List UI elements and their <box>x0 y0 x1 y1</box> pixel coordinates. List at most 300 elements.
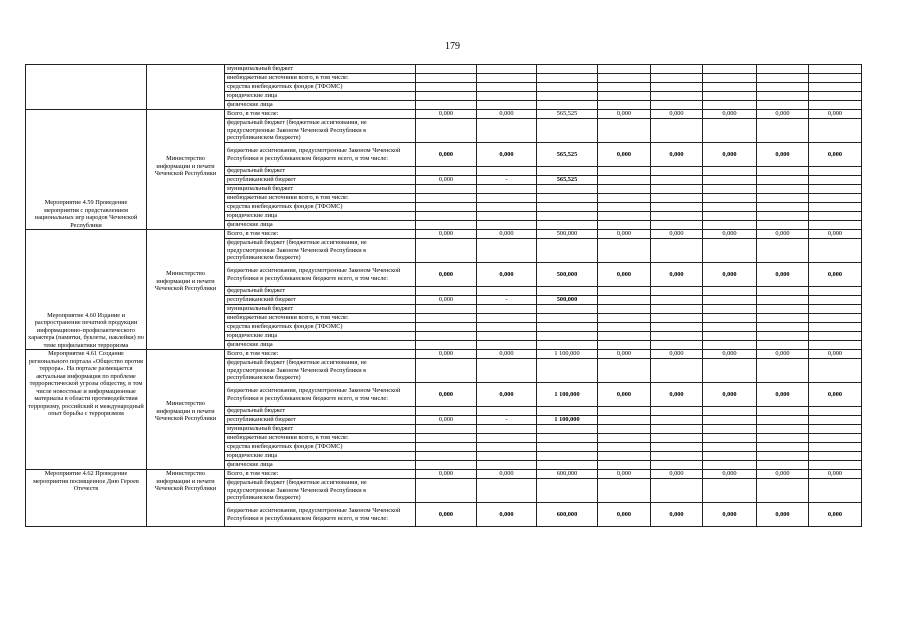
value-cell <box>809 452 862 461</box>
value-cell <box>416 461 477 470</box>
value-cell: 0,000 <box>416 383 477 407</box>
value-cell <box>757 434 809 443</box>
value-cell <box>537 452 598 461</box>
value-cell: 0,000 <box>757 110 809 119</box>
value-cell <box>537 332 598 341</box>
source-label: муниципальный бюджет <box>225 185 416 194</box>
value-cell <box>477 287 537 296</box>
value-cell: 0,000 <box>477 383 537 407</box>
value-cell: 0,000 <box>416 296 477 305</box>
value-cell: 0,000 <box>477 143 537 167</box>
value-cell <box>598 359 651 383</box>
value-cell <box>809 479 862 503</box>
value-cell <box>477 341 537 350</box>
value-cell <box>809 92 862 101</box>
value-cell <box>477 425 537 434</box>
value-cell <box>598 167 651 176</box>
value-cell: 0,000 <box>416 350 477 359</box>
value-cell <box>416 101 477 110</box>
source-label: Всего, в том числе: <box>225 230 416 239</box>
value-cell <box>477 434 537 443</box>
value-cell <box>809 119 862 143</box>
source-label: юридические лица <box>225 212 416 221</box>
source-label: федеральный бюджет (бюджетные ассигнования, не предусмотренные Законом Чеченской Республики в республиканском бюджете) <box>225 239 416 263</box>
value-cell <box>809 305 862 314</box>
value-cell <box>416 65 477 74</box>
value-cell <box>809 434 862 443</box>
measure-name-cell: Мероприятие 4.59 Проведение мероприятия с представлением национальных игр народов Чеченской Республики <box>26 110 147 230</box>
value-cell: 0,000 <box>809 110 862 119</box>
value-cell <box>651 434 703 443</box>
value-cell: 0,000 <box>809 470 862 479</box>
value-cell <box>477 74 537 83</box>
value-cell <box>598 92 651 101</box>
value-cell <box>537 239 598 263</box>
source-label: федеральный бюджет (бюджетные ассигнования, не предусмотренные Законом Чеченской Республики в республиканском бюджете) <box>225 359 416 383</box>
value-cell <box>537 287 598 296</box>
value-cell: 0,000 <box>598 503 651 527</box>
value-cell <box>703 332 757 341</box>
value-cell <box>757 296 809 305</box>
value-cell: 0,000 <box>598 383 651 407</box>
table-row <box>26 110 862 119</box>
value-cell <box>477 65 537 74</box>
value-cell <box>416 479 477 503</box>
value-cell <box>537 425 598 434</box>
value-cell <box>703 323 757 332</box>
value-cell <box>598 341 651 350</box>
value-cell <box>477 452 537 461</box>
value-cell: 1 100,000 <box>537 383 598 407</box>
value-cell <box>416 203 477 212</box>
value-cell <box>757 185 809 194</box>
value-cell: - <box>477 176 537 185</box>
source-label: муниципальный бюджет <box>225 305 416 314</box>
value-cell <box>598 221 651 230</box>
value-cell <box>651 119 703 143</box>
value-cell <box>416 425 477 434</box>
value-cell <box>598 287 651 296</box>
value-cell <box>703 185 757 194</box>
value-cell <box>477 479 537 503</box>
value-cell: - <box>477 416 537 425</box>
value-cell <box>757 479 809 503</box>
value-cell <box>537 119 598 143</box>
source-label: бюджетные ассигнования, предусмотренные Законом Чеченской Республики в республиканском бюджете всего, в том числе: <box>225 383 416 407</box>
source-label: средства внебюджетных фондов (ТФОМС) <box>225 443 416 452</box>
value-cell <box>757 221 809 230</box>
value-cell: 0,000 <box>598 263 651 287</box>
value-cell <box>757 314 809 323</box>
value-cell <box>809 287 862 296</box>
value-cell <box>757 167 809 176</box>
value-cell <box>537 314 598 323</box>
value-cell <box>757 176 809 185</box>
value-cell <box>537 434 598 443</box>
value-cell <box>598 101 651 110</box>
measure-name-cell: Мероприятие 4.60 Издание и распространение печатной продукции информационно-профилактического характера (памятки, буклеты, наклейки) по теме профилактики терроризма <box>26 230 147 350</box>
value-cell <box>757 119 809 143</box>
value-cell <box>651 221 703 230</box>
value-cell <box>703 305 757 314</box>
value-cell: 0,000 <box>416 110 477 119</box>
value-cell <box>651 425 703 434</box>
value-cell <box>703 434 757 443</box>
value-cell <box>416 74 477 83</box>
value-cell <box>416 221 477 230</box>
value-cell <box>703 341 757 350</box>
value-cell <box>598 314 651 323</box>
value-cell: 0,000 <box>703 263 757 287</box>
measure-name-cell: Мероприятие 4.62 Проведение мероприятия посвященное Дню Героев Отечеств <box>26 470 147 527</box>
value-cell <box>416 194 477 203</box>
value-cell <box>651 65 703 74</box>
value-cell <box>703 239 757 263</box>
value-cell <box>416 314 477 323</box>
value-cell: 0,000 <box>416 143 477 167</box>
value-cell <box>651 359 703 383</box>
value-cell: 0,000 <box>651 503 703 527</box>
value-cell <box>477 194 537 203</box>
value-cell: 0,000 <box>651 143 703 167</box>
value-cell <box>703 167 757 176</box>
value-cell <box>651 203 703 212</box>
value-cell: 500,000 <box>537 263 598 287</box>
value-cell <box>703 83 757 92</box>
value-cell <box>809 176 862 185</box>
value-cell: 0,000 <box>416 470 477 479</box>
value-cell <box>651 185 703 194</box>
value-cell <box>809 212 862 221</box>
value-cell <box>757 452 809 461</box>
value-cell <box>598 305 651 314</box>
value-cell: 0,000 <box>416 230 477 239</box>
value-cell <box>477 239 537 263</box>
value-cell <box>651 332 703 341</box>
value-cell: 0,000 <box>477 110 537 119</box>
budget-table <box>25 64 862 527</box>
value-cell: 1 100,000 <box>537 416 598 425</box>
value-cell <box>703 296 757 305</box>
value-cell <box>809 74 862 83</box>
value-cell <box>416 359 477 383</box>
value-cell: 0,000 <box>757 230 809 239</box>
table-row <box>26 230 862 239</box>
source-label: федеральный бюджет <box>225 167 416 176</box>
value-cell <box>416 119 477 143</box>
value-cell <box>477 119 537 143</box>
value-cell <box>757 74 809 83</box>
value-cell <box>537 167 598 176</box>
value-cell <box>537 323 598 332</box>
value-cell <box>651 176 703 185</box>
value-cell <box>477 167 537 176</box>
value-cell <box>598 176 651 185</box>
value-cell <box>598 479 651 503</box>
source-label: муниципальный бюджет <box>225 425 416 434</box>
value-cell <box>477 92 537 101</box>
value-cell <box>651 314 703 323</box>
value-cell <box>651 452 703 461</box>
value-cell <box>477 185 537 194</box>
value-cell: 0,000 <box>598 470 651 479</box>
value-cell <box>598 185 651 194</box>
value-cell: 0,000 <box>651 110 703 119</box>
value-cell: 0,000 <box>703 110 757 119</box>
source-label: федеральный бюджет (бюджетные ассигнования, не предусмотренные Законом Чеченской Республики в республиканском бюджете) <box>225 119 416 143</box>
value-cell <box>757 92 809 101</box>
value-cell <box>809 185 862 194</box>
value-cell: 0,000 <box>703 350 757 359</box>
value-cell <box>809 239 862 263</box>
value-cell <box>651 341 703 350</box>
value-cell: - <box>477 296 537 305</box>
source-label: бюджетные ассигнования, предусмотренные Законом Чеченской Республики в республиканском бюджете всего, в том числе: <box>225 143 416 167</box>
value-cell <box>598 434 651 443</box>
source-label: физические лица <box>225 341 416 350</box>
source-label: республиканский бюджет <box>225 296 416 305</box>
value-cell <box>537 83 598 92</box>
value-cell <box>757 332 809 341</box>
value-cell <box>416 305 477 314</box>
value-cell <box>537 212 598 221</box>
value-cell <box>598 296 651 305</box>
measure-name-cell: Мероприятие 4.61 Создание регионального портала «Общество против террора». На портале размещается актуальная информация по проблеме террористической угрозы обществу, в том числе новостные и информационные материалы в области противодействия терроризму, российский и международный опыт борьбы с терроризмом <box>26 350 147 470</box>
value-cell: 0,000 <box>651 230 703 239</box>
value-cell <box>809 323 862 332</box>
value-cell <box>703 119 757 143</box>
executor-cell: Министерство информации и печати Чеченской Республики <box>147 230 225 350</box>
source-label: Всего, в том числе: <box>225 110 416 119</box>
value-cell <box>809 332 862 341</box>
value-cell <box>651 461 703 470</box>
value-cell <box>598 194 651 203</box>
value-cell <box>809 221 862 230</box>
value-cell: 0,000 <box>416 176 477 185</box>
value-cell <box>809 83 862 92</box>
value-cell: 0,000 <box>757 503 809 527</box>
executor-cell: Министерство информации и печати Чеченской Республики <box>147 470 225 527</box>
value-cell <box>757 359 809 383</box>
value-cell <box>757 341 809 350</box>
value-cell <box>703 101 757 110</box>
value-cell <box>598 425 651 434</box>
value-cell <box>598 332 651 341</box>
value-cell <box>703 221 757 230</box>
value-cell <box>651 479 703 503</box>
value-cell: 0,000 <box>598 350 651 359</box>
value-cell <box>651 305 703 314</box>
value-cell <box>809 65 862 74</box>
value-cell: 565,525 <box>537 176 598 185</box>
value-cell <box>598 452 651 461</box>
value-cell <box>651 194 703 203</box>
value-cell <box>809 101 862 110</box>
value-cell: 0,000 <box>703 143 757 167</box>
value-cell <box>703 461 757 470</box>
value-cell <box>757 101 809 110</box>
value-cell <box>598 461 651 470</box>
value-cell: 500,000 <box>537 230 598 239</box>
value-cell <box>537 341 598 350</box>
value-cell <box>537 194 598 203</box>
source-label: Всего, в том числе: <box>225 470 416 479</box>
value-cell <box>703 479 757 503</box>
value-cell: 0,000 <box>809 263 862 287</box>
source-label: федеральный бюджет <box>225 407 416 416</box>
value-cell <box>809 443 862 452</box>
value-cell <box>598 83 651 92</box>
value-cell <box>537 359 598 383</box>
value-cell <box>703 74 757 83</box>
value-cell <box>809 194 862 203</box>
value-cell: 0,000 <box>757 383 809 407</box>
value-cell: 0,000 <box>651 383 703 407</box>
value-cell <box>757 305 809 314</box>
value-cell <box>703 416 757 425</box>
page-number: 179 <box>445 41 460 52</box>
value-cell <box>477 314 537 323</box>
value-cell <box>416 443 477 452</box>
budget-body <box>26 65 862 527</box>
value-cell <box>416 92 477 101</box>
value-cell <box>598 416 651 425</box>
value-cell <box>809 425 862 434</box>
value-cell <box>757 425 809 434</box>
value-cell <box>757 416 809 425</box>
value-cell <box>809 314 862 323</box>
value-cell <box>416 185 477 194</box>
value-cell: 0,000 <box>703 383 757 407</box>
value-cell <box>537 74 598 83</box>
value-cell: 0,000 <box>703 503 757 527</box>
value-cell <box>757 323 809 332</box>
value-cell: 0,000 <box>651 263 703 287</box>
value-cell <box>757 65 809 74</box>
value-cell <box>537 203 598 212</box>
value-cell <box>537 305 598 314</box>
value-cell: 600,000 <box>537 470 598 479</box>
value-cell <box>651 323 703 332</box>
source-label: внебюджетные источники всего, в том числе: <box>225 194 416 203</box>
value-cell <box>416 452 477 461</box>
value-cell <box>537 479 598 503</box>
value-cell <box>598 443 651 452</box>
value-cell <box>757 287 809 296</box>
value-cell <box>416 332 477 341</box>
value-cell: 0,000 <box>598 230 651 239</box>
value-cell <box>651 212 703 221</box>
value-cell: 0,000 <box>477 230 537 239</box>
value-cell: 0,000 <box>809 383 862 407</box>
value-cell <box>598 74 651 83</box>
value-cell <box>809 416 862 425</box>
value-cell: 0,000 <box>809 230 862 239</box>
value-cell: 0,000 <box>416 263 477 287</box>
value-cell <box>477 203 537 212</box>
value-cell <box>416 341 477 350</box>
value-cell <box>757 239 809 263</box>
source-label: внебюджетные источники всего, в том числе: <box>225 314 416 323</box>
source-label: бюджетные ассигнования, предусмотренные Законом Чеченской Республики в республиканском бюджете всего, в том числе: <box>225 503 416 527</box>
value-cell <box>598 212 651 221</box>
source-label: юридические лица <box>225 452 416 461</box>
value-cell <box>651 101 703 110</box>
value-cell: 0,000 <box>651 350 703 359</box>
value-cell <box>416 239 477 263</box>
value-cell: 0,000 <box>416 416 477 425</box>
value-cell <box>703 194 757 203</box>
source-label: республиканский бюджет <box>225 416 416 425</box>
value-cell <box>809 341 862 350</box>
value-cell: 1 100,000 <box>537 350 598 359</box>
value-cell: 0,000 <box>757 143 809 167</box>
source-label: внебюджетные источники всего, в том числе: <box>225 74 416 83</box>
value-cell: 0,000 <box>651 470 703 479</box>
source-label: внебюджетные источники всего, в том числе: <box>225 434 416 443</box>
value-cell <box>757 443 809 452</box>
value-cell <box>703 212 757 221</box>
value-cell <box>703 92 757 101</box>
source-label: республиканский бюджет <box>225 176 416 185</box>
value-cell: 565,525 <box>537 143 598 167</box>
value-cell: 0,000 <box>477 503 537 527</box>
value-cell: 0,000 <box>809 143 862 167</box>
value-cell <box>537 443 598 452</box>
value-cell <box>651 296 703 305</box>
value-cell <box>809 167 862 176</box>
value-cell <box>598 203 651 212</box>
value-cell <box>416 83 477 92</box>
value-cell <box>537 101 598 110</box>
value-cell <box>703 425 757 434</box>
table-row <box>26 470 862 479</box>
value-cell <box>537 461 598 470</box>
value-cell <box>651 239 703 263</box>
value-cell <box>537 407 598 416</box>
value-cell <box>651 167 703 176</box>
value-cell <box>757 83 809 92</box>
value-cell <box>598 323 651 332</box>
value-cell <box>416 407 477 416</box>
measure-cell-continued <box>26 65 147 110</box>
value-cell <box>598 119 651 143</box>
value-cell <box>477 212 537 221</box>
value-cell <box>477 101 537 110</box>
value-cell <box>757 203 809 212</box>
value-cell: 0,000 <box>416 503 477 527</box>
value-cell <box>598 65 651 74</box>
value-cell <box>809 407 862 416</box>
value-cell <box>757 194 809 203</box>
value-cell: 0,000 <box>757 470 809 479</box>
source-label: муниципальный бюджет <box>225 65 416 74</box>
value-cell: 0,000 <box>477 350 537 359</box>
value-cell: 565,525 <box>537 110 598 119</box>
source-label: физические лица <box>225 461 416 470</box>
value-cell <box>416 434 477 443</box>
value-cell <box>537 92 598 101</box>
value-cell: 0,000 <box>757 350 809 359</box>
source-label: средства внебюджетных фондов (ТФОМС) <box>225 203 416 212</box>
value-cell: 0,000 <box>809 350 862 359</box>
value-cell <box>416 287 477 296</box>
value-cell: 0,000 <box>703 230 757 239</box>
value-cell <box>598 407 651 416</box>
source-label: средства внебюджетных фондов (ТФОМС) <box>225 323 416 332</box>
value-cell <box>477 332 537 341</box>
value-cell: 0,000 <box>757 263 809 287</box>
